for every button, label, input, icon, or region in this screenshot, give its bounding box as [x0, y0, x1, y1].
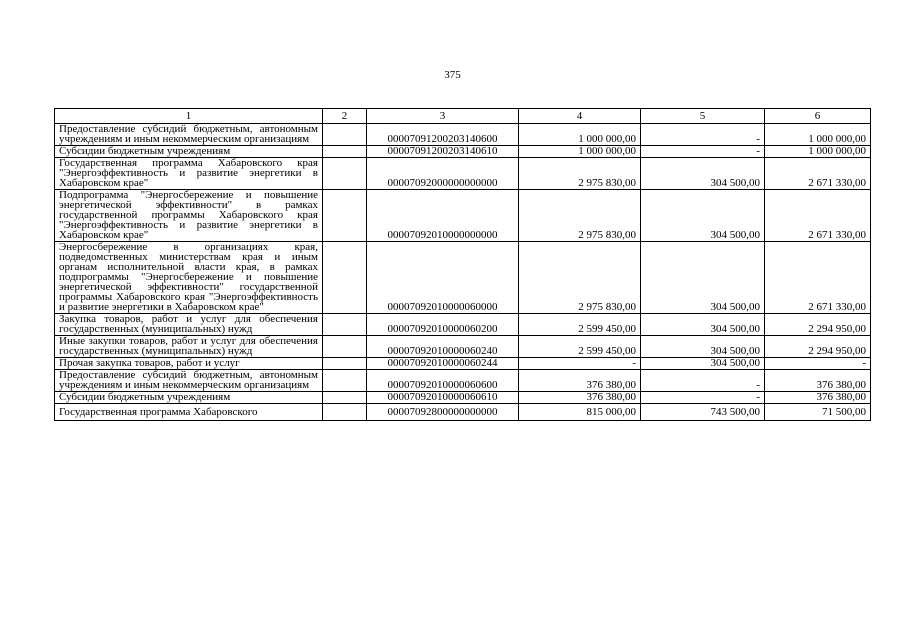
header-row [55, 109, 871, 124]
table-row [55, 370, 871, 392]
row-col6-cell: 71 500,00 [765, 404, 871, 421]
column-header: 6 [765, 109, 871, 124]
row-col2-cell [323, 314, 367, 336]
row-total-cell: 376 380,00 [519, 392, 641, 404]
column-header: 1 [55, 109, 323, 124]
row-col5-cell: - [641, 146, 765, 158]
row-total-cell: 815 000,00 [519, 404, 641, 421]
row-total-cell: 2 975 830,00 [519, 158, 641, 190]
row-col2-cell [323, 146, 367, 158]
row-name-cell: Закупка товаров, работ и услуг для обеспечения государственных (муниципальных) нужд [55, 314, 323, 336]
row-name-cell: Энергосбережение в организациях края, подведомственных министерствам края и иным органам исполнительной власти края, в рамках подпрограммы "Энергосбережение и повышение энергетической эффективности" государственной программы Хабаровского края "Энергоэффективность и развитие энергетики в Хабаровском крае" [55, 242, 323, 314]
row-col6-cell: 1 000 000,00 [765, 124, 871, 146]
row-name-cell: Государственная программа Хабаровского края "Энергоэффективность и развитие энергетики в Хабаровском крае" [55, 158, 323, 190]
row-code-cell: 00007091200203140610 [367, 146, 519, 158]
table-row [55, 336, 871, 358]
row-col5-cell: 304 500,00 [641, 190, 765, 242]
table-row [55, 242, 871, 314]
row-col6-cell: 376 380,00 [765, 392, 871, 404]
row-code-cell: 00007092010000060610 [367, 392, 519, 404]
row-col5-cell: 304 500,00 [641, 358, 765, 370]
row-col5-cell: 304 500,00 [641, 158, 765, 190]
row-total-cell: 2 599 450,00 [519, 336, 641, 358]
row-name-cell: Предоставление субсидий бюджетным, автономным учреждениям и иным некоммерческим организациям [55, 124, 323, 146]
row-col6-cell: 376 380,00 [765, 370, 871, 392]
row-col2-cell [323, 336, 367, 358]
budget-table [54, 108, 871, 421]
row-total-cell: 1 000 000,00 [519, 124, 641, 146]
column-header: 5 [641, 109, 765, 124]
column-header: 4 [519, 109, 641, 124]
row-col5-cell: - [641, 370, 765, 392]
table-row [55, 404, 871, 421]
row-name-cell: Подпрограмма "Энергосбережение и повышение энергетической эффективности" в рамках государственной программы Хабаровского края "Энергоэффективность и развитие энергетики в Хабаровском крае" [55, 190, 323, 242]
table-row [55, 124, 871, 146]
row-total-cell: 2 975 830,00 [519, 190, 641, 242]
row-code-cell: 00007092010000060200 [367, 314, 519, 336]
row-code-cell: 00007092800000000000 [367, 404, 519, 421]
row-code-cell: 00007092010000060600 [367, 370, 519, 392]
row-code-cell: 00007092010000060240 [367, 336, 519, 358]
row-code-cell: 00007092000000000000 [367, 158, 519, 190]
row-col2-cell [323, 158, 367, 190]
row-total-cell: 2 975 830,00 [519, 242, 641, 314]
page-number: 375 [444, 69, 461, 81]
row-code-cell: 00007092010000000000 [367, 190, 519, 242]
column-header: 2 [323, 109, 367, 124]
row-code-cell: 00007091200203140600 [367, 124, 519, 146]
table-row [55, 358, 871, 370]
row-col5-cell: 304 500,00 [641, 336, 765, 358]
row-name-cell: Предоставление субсидий бюджетным, автономным учреждениям и иным некоммерческим организациям [55, 370, 323, 392]
table-row [55, 146, 871, 158]
row-col6-cell: 2 294 950,00 [765, 314, 871, 336]
row-col2-cell [323, 404, 367, 421]
row-col5-cell: - [641, 124, 765, 146]
row-col2-cell [323, 370, 367, 392]
table-row [55, 314, 871, 336]
row-total-cell: 376 380,00 [519, 370, 641, 392]
table-row [55, 190, 871, 242]
row-col2-cell [323, 358, 367, 370]
row-col5-cell: 304 500,00 [641, 314, 765, 336]
row-name-cell: Иные закупки товаров, работ и услуг для обеспечения государственных (муниципальных) нужд [55, 336, 323, 358]
table-row [55, 392, 871, 404]
row-col5-cell: 743 500,00 [641, 404, 765, 421]
row-col6-cell: 2 671 330,00 [765, 190, 871, 242]
row-col6-cell: - [765, 358, 871, 370]
row-name-cell: Субсидии бюджетным учреждениям [55, 146, 323, 158]
row-col6-cell: 2 671 330,00 [765, 242, 871, 314]
row-col6-cell: 1 000 000,00 [765, 146, 871, 158]
row-col2-cell [323, 190, 367, 242]
row-col5-cell: 304 500,00 [641, 242, 765, 314]
row-name-cell: Субсидии бюджетным учреждениям [55, 392, 323, 404]
row-col5-cell: - [641, 392, 765, 404]
row-total-cell: 2 599 450,00 [519, 314, 641, 336]
row-total-cell: 1 000 000,00 [519, 146, 641, 158]
row-col6-cell: 2 671 330,00 [765, 158, 871, 190]
table-row [55, 158, 871, 190]
row-col2-cell [323, 242, 367, 314]
column-header: 3 [367, 109, 519, 124]
row-total-cell: - [519, 358, 641, 370]
row-code-cell: 00007092010000060000 [367, 242, 519, 314]
row-name-cell: Прочая закупка товаров, работ и услуг [55, 358, 323, 370]
row-col6-cell: 2 294 950,00 [765, 336, 871, 358]
row-col2-cell [323, 124, 367, 146]
row-code-cell: 00007092010000060244 [367, 358, 519, 370]
row-col2-cell [323, 392, 367, 404]
row-name-cell: Государственная программа Хабаровского [55, 404, 323, 421]
